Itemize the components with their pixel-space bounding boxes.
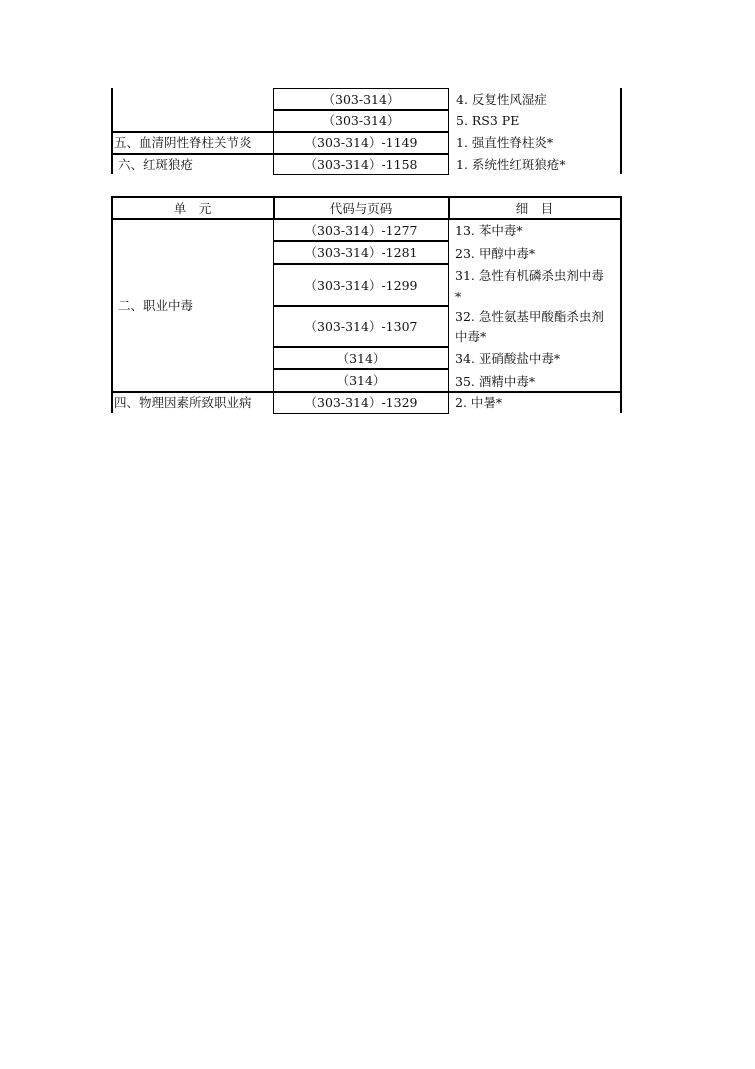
table-cell-item: 1. 强直性脊柱炎* xyxy=(456,135,554,150)
row-divider xyxy=(273,240,449,242)
table-cell-item: 34. 亚硝酸盐中毒* xyxy=(455,351,561,366)
header-unit: 单 元 xyxy=(173,201,212,216)
table-cell-item: 13. 苯中毒* xyxy=(455,223,523,238)
table-cell-unit: 五、血清阴性脊柱关节炎 xyxy=(114,135,252,150)
table-cell-item: 35. 酒精中毒* xyxy=(455,374,536,389)
row-divider xyxy=(273,263,449,265)
table-cell-item-wrap: * xyxy=(455,289,462,304)
table-cell-code: （314） xyxy=(336,351,386,366)
table-border-right xyxy=(620,196,622,413)
table-cell-code: （303-314）-1149 xyxy=(304,135,418,150)
table-border-left xyxy=(111,196,113,413)
header-code: 代码与页码 xyxy=(329,201,393,216)
table-cell-code: （303-314） xyxy=(322,113,400,128)
table-cell-item-wrap: 中毒* xyxy=(455,329,487,344)
table-cell-code: （314） xyxy=(336,373,386,388)
table-cell-code: （303-314） xyxy=(322,92,400,107)
table-cell-item: 1. 系统性红斑狼疮* xyxy=(456,157,566,172)
table-cell-code: （303-314）-1299 xyxy=(304,278,418,293)
table-cell-code: （303-314）-1329 xyxy=(304,395,418,410)
table-border-top xyxy=(111,196,622,198)
table-cell-item: 23. 甲醇中毒* xyxy=(455,246,536,261)
table-cell-code: （303-314）-1281 xyxy=(304,245,418,260)
row-divider xyxy=(273,368,449,370)
table-cell-item: 32. 急性氨基甲酸酯杀虫剂 xyxy=(455,309,604,324)
table-cell-code: （303-314）-1277 xyxy=(304,223,418,238)
table-cell-unit: 四、物理因素所致职业病 xyxy=(114,395,252,410)
row-divider xyxy=(273,305,449,307)
table-cell-item: 2. 中暑* xyxy=(455,395,503,410)
table-cell-unit-group: 二、职业中毒 xyxy=(118,298,194,313)
header-item: 细 目 xyxy=(515,201,554,216)
table-border-right xyxy=(620,88,622,174)
table-cell-code: （303-314）-1158 xyxy=(304,157,418,172)
table-cell-item: 31. 急性有机磷杀虫剂中毒 xyxy=(455,268,604,283)
table-cell-item: 5. RS3 PE xyxy=(456,113,520,128)
table-cell-item: 4. 反复性风湿症 xyxy=(456,92,547,107)
table-cell-code: （303-314）-1307 xyxy=(304,319,418,334)
row-divider xyxy=(273,346,449,348)
table-cell-unit: 六、红斑狼疮 xyxy=(118,157,194,172)
